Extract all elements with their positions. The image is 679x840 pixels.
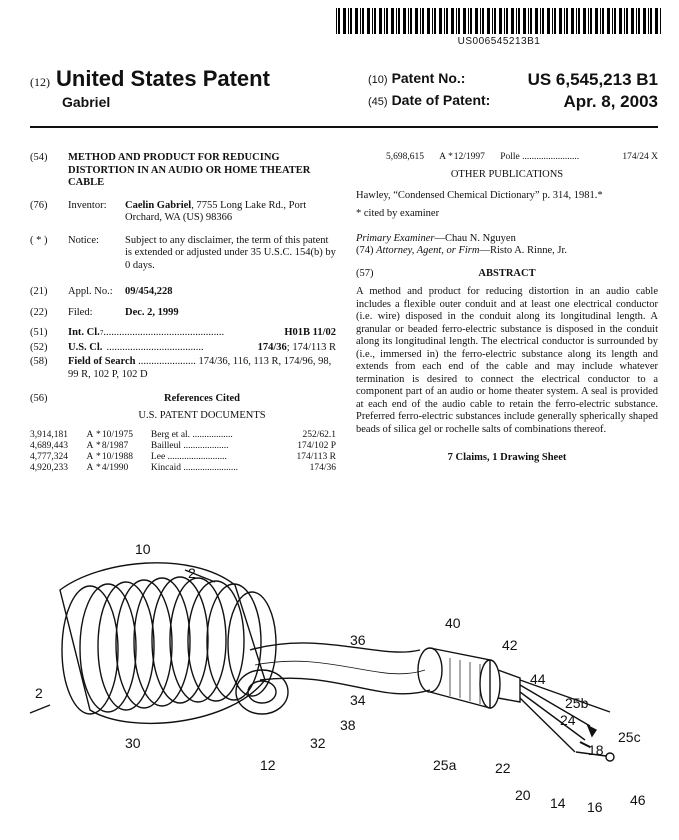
right-column xyxy=(356,152,658,465)
citation-cls: 174/24 X xyxy=(622,152,658,162)
barcode-bar xyxy=(456,8,457,34)
header-rule xyxy=(30,126,658,128)
ref-numeral: 12 xyxy=(260,757,276,773)
ref-numeral: 10 xyxy=(135,541,151,557)
barcode-bar xyxy=(530,8,532,34)
date-code: (45) xyxy=(368,96,388,108)
fos-label: Field of Search xyxy=(68,356,136,367)
tube-lower xyxy=(260,678,430,694)
citations-table xyxy=(30,430,336,474)
ref-numeral: 18 xyxy=(588,742,604,758)
barcode-bar xyxy=(535,8,538,34)
citation-kind: A xyxy=(86,463,94,473)
barcode-bar xyxy=(343,8,346,34)
ref-numeral: 42 xyxy=(502,637,518,653)
refs-title: References Cited xyxy=(164,393,240,404)
barcode-bar xyxy=(396,8,397,34)
fos-leader: ...................... xyxy=(138,356,196,367)
inventor-code: (76) xyxy=(30,199,48,211)
ref-numeral: 30 xyxy=(125,735,141,751)
barcode-bar xyxy=(578,8,580,34)
intcl-sup: 7 xyxy=(99,329,104,337)
date-label: Date of Patent: xyxy=(391,92,491,108)
fos-code: (58) xyxy=(30,356,48,367)
barcode-bar xyxy=(624,8,625,34)
ref-numeral: 25a xyxy=(433,757,457,773)
primary-examiner-name: —Chau N. Nguyen xyxy=(434,232,516,244)
barcode-bar xyxy=(636,8,637,34)
citation-num: 4,689,443 xyxy=(30,441,68,451)
ref-numeral: 46 xyxy=(630,792,646,808)
barcode-bar xyxy=(463,8,466,34)
barcode-bar xyxy=(362,8,364,34)
patent-no-code: (10) xyxy=(368,74,388,86)
uscl-code: (52) xyxy=(30,341,48,353)
citation-kind: A xyxy=(439,152,446,162)
barcode-bar xyxy=(660,8,661,34)
inventor-label: Inventor: xyxy=(68,199,107,211)
attorney-label: Attorney, Agent, or Firm xyxy=(376,245,480,256)
citation-name: Kincaid ....................... xyxy=(150,463,238,473)
barcode-bar xyxy=(626,8,628,34)
patent-header-left xyxy=(30,66,270,110)
citation-star: * xyxy=(96,441,101,451)
barcode-bar xyxy=(422,8,424,34)
barcode-bar xyxy=(528,8,529,34)
patent-no-label: Patent No.: xyxy=(391,70,466,86)
intcl-field xyxy=(30,327,336,340)
barcode-bar xyxy=(516,8,517,34)
patent-number-row xyxy=(368,70,658,90)
citation-name: Berg et al. ................. xyxy=(150,430,233,440)
filed-field xyxy=(30,307,336,320)
barcode-bar xyxy=(386,8,388,34)
appl-field xyxy=(30,286,336,299)
barcode-bar xyxy=(619,8,622,34)
intcl-value: H01B 11/02 xyxy=(284,327,336,338)
patent-date: Apr. 8, 2003 xyxy=(563,92,658,111)
patent-header-right xyxy=(368,70,658,112)
barcode-bar xyxy=(655,8,658,34)
appl-code: (21) xyxy=(30,286,48,297)
barcode-bar xyxy=(451,8,454,34)
barcode-bar xyxy=(564,8,565,34)
citation-date: 4/1990 xyxy=(101,463,129,473)
citation-date: 12/1997 xyxy=(453,152,485,162)
citation-row xyxy=(30,452,336,463)
barcode-bar xyxy=(480,8,481,34)
barcode-bar xyxy=(600,8,601,34)
barcode-bar xyxy=(576,8,577,34)
citation-cls: 174/36 xyxy=(309,463,336,473)
intcl-label: Int. Cl. xyxy=(68,327,100,338)
barcode-bar xyxy=(547,8,550,34)
citation-num: 4,777,324 xyxy=(30,452,68,462)
barcode-bar xyxy=(350,8,352,34)
attorney xyxy=(356,245,658,258)
barcode-bar xyxy=(482,8,484,34)
inventor-address: , 7755 Long Lake Rd., Port Orchard, WA (US) 98366 xyxy=(125,199,307,223)
other-pubs-title: OTHER PUBLICATIONS xyxy=(450,169,564,180)
barcode-bar xyxy=(374,8,376,34)
citation-kind: A xyxy=(86,441,94,451)
citation-row xyxy=(30,463,336,474)
abstract-heading xyxy=(356,268,658,281)
barcode-bar xyxy=(590,8,592,34)
connector xyxy=(418,648,520,708)
uscl-field xyxy=(30,342,336,355)
barcode-bar xyxy=(648,8,649,34)
citation-star: * xyxy=(96,463,101,473)
uscl-label: U.S. Cl. xyxy=(68,341,103,353)
patent-date-row xyxy=(368,92,658,112)
inventor-field xyxy=(30,200,336,225)
intcl-code: (51) xyxy=(30,327,48,338)
barcode-bar xyxy=(612,8,613,34)
citation-num: 5,698,615 xyxy=(386,152,424,162)
barcode-bar xyxy=(650,8,652,34)
barcode-bar xyxy=(446,8,448,34)
cited-by-examiner: * cited by examiner xyxy=(356,208,440,219)
barcode-bar xyxy=(554,8,556,34)
attorney-name: —Risto A. Rinne, Jr. xyxy=(479,245,567,256)
abstract-title: ABSTRACT xyxy=(478,267,536,279)
barcode-bar xyxy=(643,8,646,34)
barcode-bar xyxy=(504,8,505,34)
barcode-bar xyxy=(492,8,493,34)
ref-numeral: 44 xyxy=(530,671,546,687)
citation-name: Bailleul ................... xyxy=(150,441,229,451)
barcode-bar xyxy=(360,8,361,34)
barcode-bar xyxy=(410,8,412,34)
ref-numeral: 38 xyxy=(340,717,356,733)
barcode-bar xyxy=(559,8,562,34)
abstract-code: (57) xyxy=(356,267,374,279)
citation-name: Polle ........................ xyxy=(500,152,580,162)
barcode-bar xyxy=(470,8,472,34)
appl-label: Appl. No.: xyxy=(68,286,113,297)
barcode-bar xyxy=(367,8,370,34)
citation-cls: 174/102 P xyxy=(297,441,336,451)
citation-date: 10/1975 xyxy=(101,430,133,440)
barcode-bar xyxy=(468,8,469,34)
title-code: (54) xyxy=(30,152,48,163)
barcode-bar xyxy=(542,8,544,34)
barcode-bar xyxy=(458,8,460,34)
citation-date: 8/1987 xyxy=(101,441,129,451)
notice-code: ( * ) xyxy=(30,234,48,246)
barcode-bar xyxy=(415,8,418,34)
citation-star: * xyxy=(96,430,101,440)
tube-mid xyxy=(255,661,425,674)
barcode-bar xyxy=(432,8,433,34)
notice-text: Subject to any disclaimer, the term of this patent is extended or adjusted under 35 U.S.C. 154(b) by 0 days. xyxy=(125,234,336,271)
barcode xyxy=(336,8,662,34)
patent-drawing xyxy=(20,530,665,835)
ref-numeral: 36 xyxy=(350,632,366,648)
primary-examiner-label: Primary Examiner xyxy=(356,232,435,244)
filed-label: Filed: xyxy=(68,306,93,318)
barcode-bar xyxy=(355,8,358,34)
citation-cls: 174/113 R xyxy=(296,452,336,462)
notice-label: Notice: xyxy=(68,234,99,246)
barcode-bar xyxy=(583,8,586,34)
barcode-bar xyxy=(607,8,610,34)
barcode-bar xyxy=(494,8,496,34)
cable-illustration xyxy=(30,563,614,761)
barcode-bar xyxy=(391,8,394,34)
barcode-bar xyxy=(379,8,382,34)
barcode-bar xyxy=(614,8,616,34)
filed-date: Dec. 2, 1999 xyxy=(125,306,179,318)
abstract-text: A method and product for reducing distortion in an audio cable includes a flexible outer conduit and at least one electrical conductor (i.e. wire) disposed in the conduit along its longitudinal length. A granular or beaded ferro-electric substance is disposed in the conduit along its longitudinal length. The electrical conductor is surrounded by (i.e., immersed in) the ferro-electric substance along its length and extends from each end of the cable and may include whatever termination is desired to connect the electrical conductor to a component part of an audio or home theater system. A seal is provided at each end of the audio cable to retain the ferro-electric substance. Preferred ferro-electric substances include generally spherically shaped beads of silica gel or rochelle salts of combinations thereof. xyxy=(356,286,658,435)
barcode-bar xyxy=(384,8,385,34)
barcode-bar xyxy=(427,8,430,34)
ref-numeral: 20 xyxy=(515,787,531,803)
ref-numeral: 2 xyxy=(188,565,196,581)
refs-field xyxy=(30,393,336,406)
inventor-short: Gabriel xyxy=(62,94,111,110)
ref-numeral: 22 xyxy=(495,760,511,776)
ref-numeral: 32 xyxy=(310,735,326,751)
barcode-bar xyxy=(398,8,400,34)
barcode-bar xyxy=(506,8,508,34)
citation-kind: A xyxy=(86,452,94,462)
barcode-bar xyxy=(439,8,442,34)
intcl-leader: .............................................. xyxy=(103,327,225,338)
us-docs-title: U.S. PATENT DOCUMENTS xyxy=(138,409,266,421)
section-arrow-bottom xyxy=(30,705,50,713)
barcode-bar xyxy=(420,8,421,34)
claims-summary: 7 Claims, 1 Drawing Sheet xyxy=(447,452,567,463)
fos-field xyxy=(30,356,336,381)
barcode-bar xyxy=(372,8,373,34)
uscl-value-main: 174/36 xyxy=(257,341,287,353)
barcode-number: US006545213B1 xyxy=(457,36,541,47)
barcode-bar xyxy=(348,8,349,34)
left-column xyxy=(30,152,336,474)
barcode-bar xyxy=(434,8,436,34)
barcode-bar xyxy=(499,8,502,34)
ref-numeral: 24 xyxy=(560,712,576,728)
refs-code: (56) xyxy=(30,393,48,404)
citation-star: * xyxy=(96,452,101,462)
attorney-code: (74) xyxy=(356,245,374,256)
barcode-bar xyxy=(511,8,514,34)
ref-numeral: 25c xyxy=(618,729,641,745)
citation-name: Lee ......................... xyxy=(150,452,227,462)
barcode-bar xyxy=(588,8,589,34)
barcode-bar xyxy=(408,8,409,34)
uscl-leader: ..................................... xyxy=(106,341,204,353)
citation-continued xyxy=(386,152,658,163)
other-publication: Hawley, “Condensed Chemical Dictionary” p. 314, 1981.* xyxy=(356,189,603,201)
ref-numeral: 16 xyxy=(587,799,603,815)
barcode-bar xyxy=(523,8,526,34)
citation-row xyxy=(30,441,336,452)
citation-star: * xyxy=(448,152,453,162)
citation-date: 10/1988 xyxy=(101,452,133,462)
barcode-bar xyxy=(540,8,541,34)
filed-code: (22) xyxy=(30,306,48,318)
barcode-bar xyxy=(338,8,340,34)
barcode-bar xyxy=(602,8,604,34)
citation-num: 4,920,233 xyxy=(30,463,68,473)
barcode-bar xyxy=(487,8,490,34)
citation-kind: A xyxy=(86,430,94,440)
citation-row xyxy=(386,152,658,163)
barcode-bar xyxy=(571,8,574,34)
citation-row xyxy=(30,430,336,441)
barcode-bar xyxy=(444,8,445,34)
inventor-name: Caelin Gabriel xyxy=(125,199,192,211)
barcode-bar xyxy=(336,8,337,34)
doc-code: (12) xyxy=(30,75,50,89)
patent-title-banner: United States Patent xyxy=(56,66,270,91)
barcode-bar xyxy=(518,8,520,34)
barcode-bar xyxy=(403,8,406,34)
citation-num: 3,914,181 xyxy=(30,430,68,440)
barcode-bar xyxy=(566,8,568,34)
barcode-bar xyxy=(631,8,634,34)
ref-numeral: 34 xyxy=(350,692,366,708)
appl-number: 09/454,228 xyxy=(125,286,173,297)
ref-numeral: 2 xyxy=(35,685,43,701)
primary-examiner xyxy=(356,233,658,246)
notice-field xyxy=(30,235,336,273)
title-field xyxy=(30,152,336,190)
barcode-bar xyxy=(638,8,640,34)
barcode-bar xyxy=(475,8,478,34)
invention-title: METHOD AND PRODUCT FOR REDUCING DISTORTION IN AN AUDIO OR HOME THEATER CABLE xyxy=(68,152,311,188)
ref-numeral: 40 xyxy=(445,615,461,631)
barcode-bar xyxy=(552,8,553,34)
fos-value: 174/36, 116, 113 R, 174/96, 98, 99 R, 102 P, 102 D xyxy=(68,356,332,380)
ref-numeral: 14 xyxy=(550,795,566,811)
ref-numeral: 25b xyxy=(565,695,589,711)
uscl-value-rest: ; 174/113 R xyxy=(286,341,336,353)
barcode-bar xyxy=(595,8,598,34)
citation-cls: 252/62.1 xyxy=(302,430,336,440)
patent-number: US 6,545,213 B1 xyxy=(527,70,658,89)
